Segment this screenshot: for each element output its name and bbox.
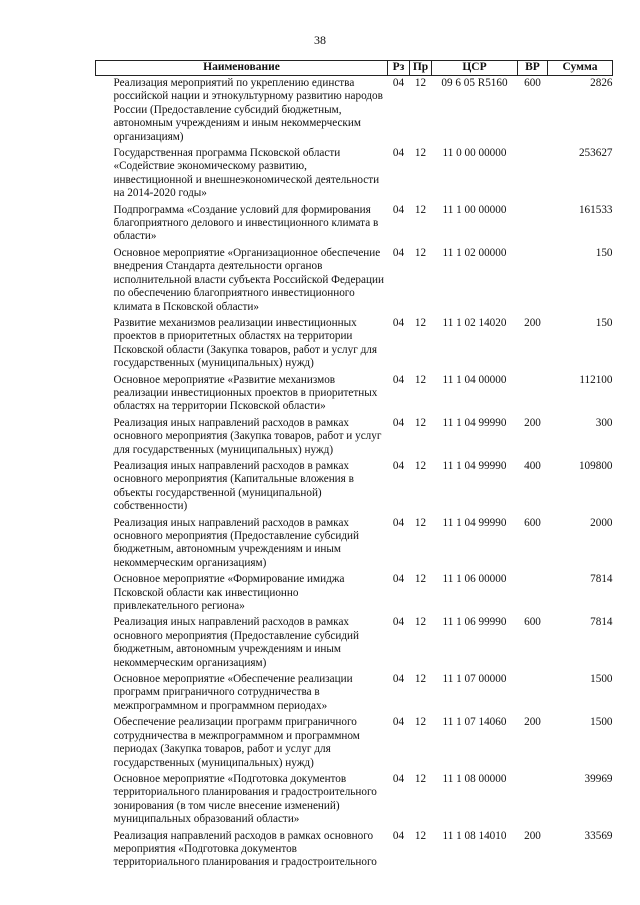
row-sum: 253627 <box>578 147 613 160</box>
header-name: Наименование <box>96 61 388 76</box>
row-rz: 04 <box>392 147 405 160</box>
row-rz: 04 <box>392 673 405 686</box>
row-name: Обеспечение реализации программ приграничного сотрудничества в межпрограммном и программном периодах (Закупка товаров, работ и услуг для государственных (муниципальных) нужд) <box>113 716 360 769</box>
row-csr: 11 1 07 00000 <box>442 673 507 686</box>
row-csr: 11 1 06 99990 <box>442 616 507 629</box>
row-sum: 7814 <box>590 573 613 586</box>
row-sum: 39969 <box>584 772 613 785</box>
header-sum: Сумма <box>548 61 613 76</box>
row-vr <box>518 246 548 316</box>
row-pr: 12 <box>414 203 427 216</box>
row-rz: 04 <box>392 772 405 785</box>
row-sum: 2000 <box>590 516 613 529</box>
header-csr: ЦСР <box>432 61 518 76</box>
table-row <box>96 76 613 147</box>
row-vr: 600 <box>524 516 541 529</box>
header-rz: Рз <box>388 61 410 76</box>
row-vr: 400 <box>524 459 541 472</box>
table-row <box>96 772 613 829</box>
row-pr: 12 <box>414 246 427 259</box>
row-csr: 11 1 07 14060 <box>442 716 507 729</box>
table-row <box>96 459 613 516</box>
row-pr: 12 <box>414 716 427 729</box>
row-csr: 11 1 04 99990 <box>442 416 507 429</box>
row-pr: 12 <box>414 416 427 429</box>
row-vr <box>518 572 548 615</box>
row-vr: 200 <box>524 316 541 329</box>
row-pr: 12 <box>414 616 427 629</box>
table-row <box>96 672 613 715</box>
row-name: Подпрограмма «Создание условий для формирования благоприятного делового и инвестиционного климата в области» <box>113 203 379 243</box>
row-rz: 04 <box>392 616 405 629</box>
table-row <box>96 203 613 246</box>
row-rz: 04 <box>392 246 405 259</box>
row-sum: 300 <box>595 416 613 429</box>
row-csr: 11 1 08 14010 <box>442 829 507 842</box>
row-csr: 09 6 05 R5160 <box>441 77 508 89</box>
table-row <box>96 572 613 615</box>
row-rz: 04 <box>392 516 405 529</box>
budget-table <box>95 60 613 872</box>
row-vr: 200 <box>524 716 541 729</box>
row-vr: 600 <box>524 616 541 629</box>
row-name: Реализация иных направлений расходов в рамках основного мероприятия (Закупка товаров, работ и услуг для государственных (муниципальных) нужд) <box>113 416 382 456</box>
table-row <box>96 416 613 459</box>
row-csr: 11 1 00 00000 <box>442 203 507 216</box>
table-row <box>96 516 613 573</box>
row-pr: 12 <box>414 77 427 89</box>
row-csr: 11 1 08 00000 <box>442 772 507 785</box>
row-vr <box>518 203 548 246</box>
row-rz: 04 <box>392 829 405 842</box>
row-rz: 04 <box>392 316 405 329</box>
row-pr: 12 <box>414 459 427 472</box>
row-name: Основное мероприятие «Формирование имиджа Псковской области как инвестиционно привлекательного региона» <box>113 573 345 613</box>
page-number: 38 <box>314 33 326 47</box>
row-csr: 11 1 02 14020 <box>442 316 507 329</box>
row-vr <box>518 672 548 715</box>
row-rz: 04 <box>392 373 405 386</box>
row-sum: 112100 <box>579 373 613 386</box>
row-sum: 150 <box>595 316 613 329</box>
row-sum: 2826 <box>590 77 613 89</box>
table-row <box>96 316 613 373</box>
row-rz: 04 <box>392 416 405 429</box>
row-name: Реализация направлений расходов в рамках основного мероприятия «Подготовка документов территориального планирования и градостроительного <box>113 829 377 869</box>
row-pr: 12 <box>414 829 427 842</box>
row-pr: 12 <box>414 373 427 386</box>
row-sum: 161533 <box>578 203 613 216</box>
table-row <box>96 829 613 872</box>
row-name: Реализация иных направлений расходов в рамках основного мероприятия (Капитальные вложения в объекты государственной (муниципальной) собственности) <box>113 459 354 513</box>
table-row <box>96 373 613 416</box>
row-pr: 12 <box>414 316 427 329</box>
row-name: Государственная программа Псковской области «Содействие экономическому развитию, инвестиционной и внешнеэкономической деятельности на 2014-2020 годы» <box>113 147 380 200</box>
row-sum: 150 <box>595 246 613 259</box>
row-rz: 04 <box>392 459 405 472</box>
row-sum: 33569 <box>584 829 613 842</box>
row-rz: 04 <box>392 573 405 586</box>
row-pr: 12 <box>414 673 427 686</box>
row-csr: 11 1 04 99990 <box>442 516 507 529</box>
row-name: Основное мероприятие «Развитие механизмов реализации инвестиционных проектов в приоритетных областях на территории Псковской области» <box>113 373 378 413</box>
row-name: Реализация иных направлений расходов в рамках основного мероприятия (Предоставление субсидий бюджетным, автономным учреждениям и иным некоммерческим организациям) <box>113 516 359 569</box>
row-pr: 12 <box>414 772 427 785</box>
row-rz: 04 <box>392 716 405 729</box>
table-row <box>96 146 613 203</box>
row-vr <box>518 772 548 829</box>
row-name: Развитие механизмов реализации инвестиционных проектов в приоритетных областях на территории Псковской области (Закупка товаров, работ и услуг для государственных (муниципальных) нужд) <box>113 316 378 370</box>
row-pr: 12 <box>414 516 427 529</box>
row-vr: 600 <box>524 77 541 89</box>
row-sum: 1500 <box>590 716 613 729</box>
row-pr: 12 <box>414 573 427 586</box>
row-csr: 11 1 06 00000 <box>442 573 507 586</box>
row-name: Основное мероприятие «Обеспечение реализации программ приграничного сотрудничества в межпрограммном и программном периодах» <box>113 673 353 712</box>
row-rz: 04 <box>392 203 405 216</box>
table-row <box>96 246 613 316</box>
row-sum: 1500 <box>590 673 613 686</box>
table-row <box>96 715 613 772</box>
row-csr: 11 1 04 99990 <box>442 459 507 472</box>
row-name: Реализация мероприятий по укреплению единства российской нации и этнокультурному развитию народов России (Предоставление субсидий бюджетным, автономным учреждениям и иным некоммерческим организациям) <box>113 77 383 143</box>
row-name: Основное мероприятие «Организационное обеспечение внедрения Стандарта деятельности органов исполнительной власти субъекта Российской Федерации по обеспечению благоприятного инвестиционного климата в Псковской области» <box>113 246 384 313</box>
row-pr: 12 <box>414 147 427 160</box>
header-pr: Пр <box>410 61 432 76</box>
table-row <box>96 615 613 672</box>
row-csr: 11 1 04 00000 <box>442 373 507 386</box>
row-vr: 200 <box>524 829 541 842</box>
row-csr: 11 0 00 00000 <box>442 147 507 160</box>
row-sum: 109800 <box>578 459 613 472</box>
row-name: Основное мероприятие «Подготовка документов территориального планирования и градостроительного зонирования (в том числе внесение изменений) муниципальных образований области» <box>113 772 377 826</box>
header-vr: ВР <box>518 61 548 76</box>
row-vr: 200 <box>524 416 541 429</box>
table-body <box>96 76 613 872</box>
row-rz: 04 <box>392 77 405 89</box>
row-sum: 7814 <box>590 616 613 629</box>
row-vr <box>518 373 548 416</box>
table-header <box>96 61 613 76</box>
row-vr <box>518 146 548 203</box>
row-name: Реализация иных направлений расходов в рамках основного мероприятия (Предоставление субсидий бюджетным, автономным учреждениям и иным некоммерческим организациям) <box>113 616 359 669</box>
row-csr: 11 1 02 00000 <box>442 246 507 259</box>
